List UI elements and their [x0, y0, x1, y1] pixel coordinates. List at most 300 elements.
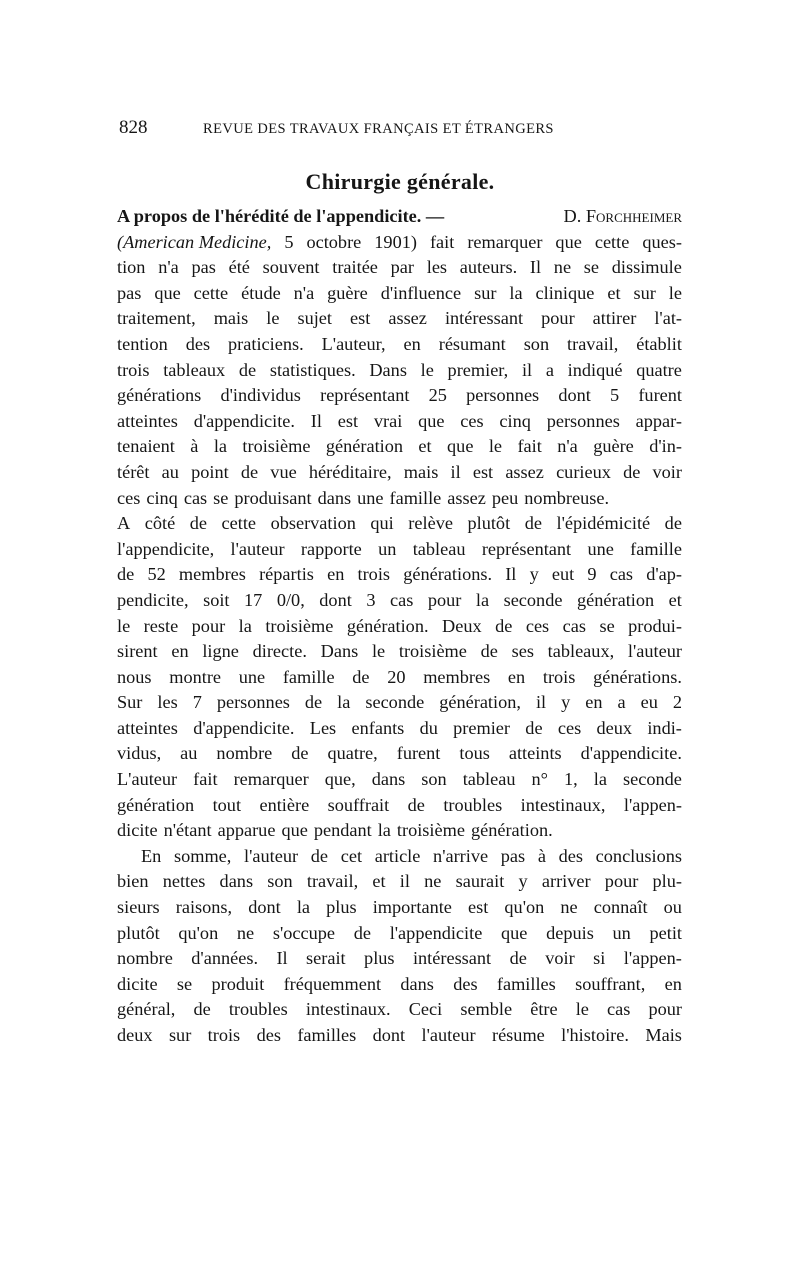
word: rapporte — [300, 538, 362, 559]
word: d'in- — [649, 436, 682, 457]
word: Dans — [369, 359, 407, 380]
word: général, — [117, 999, 176, 1020]
text-line — [117, 562, 682, 588]
word: se — [176, 973, 193, 994]
word: cas — [389, 589, 414, 610]
word: côté — [144, 513, 176, 534]
word: Il — [310, 410, 322, 431]
word: arriver — [541, 871, 591, 892]
word: troubles — [228, 999, 288, 1020]
word: Sur — [117, 692, 143, 713]
word: la — [213, 436, 228, 457]
word: intestinaux. — [305, 999, 391, 1020]
word: d'appendicite. — [193, 410, 295, 431]
text-line — [117, 946, 682, 972]
word: de — [480, 641, 498, 662]
word: l'auteur — [627, 641, 682, 662]
word: pas — [500, 845, 526, 866]
word: des — [453, 973, 478, 994]
word: de — [525, 717, 543, 738]
word: produit — [211, 973, 265, 994]
word: en — [507, 666, 526, 687]
article-heading-line — [117, 204, 682, 230]
word: souffrait — [327, 794, 390, 815]
word: par — [390, 257, 414, 278]
word: se — [213, 487, 229, 508]
word: traitement, — [117, 308, 196, 329]
word: d'ap- — [646, 564, 682, 585]
word: personnes — [466, 385, 540, 406]
word: quatre, — [327, 743, 378, 764]
word: le — [420, 359, 434, 380]
word: dissimule — [611, 257, 682, 278]
text-line — [117, 690, 682, 716]
word: trois — [207, 1025, 241, 1045]
word: troisième — [265, 615, 334, 636]
word: assez — [505, 461, 544, 482]
word: cinq — [146, 487, 178, 508]
word: guère — [593, 436, 634, 457]
word: petit — [649, 922, 682, 943]
word: n'a — [158, 257, 179, 278]
text-line — [117, 588, 682, 614]
word: souvent — [262, 257, 320, 278]
word: relève — [408, 513, 453, 534]
word: troisième — [396, 820, 465, 841]
word: produisant — [234, 487, 312, 508]
word: l'auteur — [230, 538, 285, 559]
word: l'auteur — [421, 1025, 476, 1045]
word: d'appendicite. — [580, 743, 682, 764]
word: travail, — [567, 333, 619, 354]
word: génération — [117, 794, 195, 815]
word: premier — [453, 717, 510, 738]
word: il — [399, 871, 410, 892]
word: les — [157, 692, 178, 713]
word: tous — [459, 743, 490, 764]
text-line — [117, 895, 682, 921]
word: tableau — [462, 769, 516, 790]
word: et — [668, 589, 682, 610]
word: 7 — [192, 692, 202, 713]
word: deux — [596, 717, 633, 738]
word: son — [267, 871, 293, 892]
word: sieurs — [117, 897, 160, 918]
word: dans — [400, 973, 434, 994]
article-source: (American Medicine, — [117, 231, 272, 252]
word: clinique — [535, 282, 595, 303]
word: famille — [630, 538, 682, 559]
word: représentant — [481, 538, 572, 559]
word: vidus, — [117, 743, 162, 764]
word: de — [240, 461, 259, 482]
word: L'auteur, — [321, 333, 386, 354]
word: au — [161, 461, 179, 482]
word: bien — [117, 871, 149, 892]
text-line — [117, 358, 682, 384]
word: Il — [529, 257, 542, 278]
word: produi- — [628, 615, 682, 636]
word: des — [256, 1025, 281, 1045]
word: que, — [324, 769, 356, 790]
word: auteurs. — [459, 257, 518, 278]
word: pas — [117, 282, 142, 303]
text-line — [117, 639, 682, 665]
word: l'appen- — [623, 948, 682, 969]
word: génération, — [439, 692, 521, 713]
word: tenaient — [117, 436, 175, 457]
word: de — [310, 845, 329, 866]
word: cas — [607, 999, 631, 1020]
word: génération. — [346, 615, 429, 636]
word: Les — [309, 717, 337, 738]
word: vue — [270, 461, 297, 482]
word: appar- — [635, 410, 682, 431]
word: famille — [282, 666, 335, 687]
word: cette — [193, 282, 229, 303]
word: plutôt — [467, 513, 511, 534]
word: du — [419, 717, 438, 738]
word: qu'on — [504, 897, 545, 918]
word: voir — [652, 461, 682, 482]
word: 52 — [147, 564, 166, 585]
text-line — [117, 793, 682, 819]
word: tention — [117, 333, 168, 354]
word: tableaux, — [547, 641, 615, 662]
word: de — [291, 743, 309, 764]
section-title: Chirurgie générale. — [305, 169, 495, 194]
article-body — [117, 204, 682, 1049]
text-line — [117, 997, 682, 1023]
word: depuis — [546, 922, 594, 943]
word: tout — [212, 794, 242, 815]
word: le — [575, 999, 589, 1020]
word: connaît — [593, 897, 648, 918]
word: 9 — [587, 564, 597, 585]
word: troisième — [398, 641, 467, 662]
word: l'appen- — [623, 794, 682, 815]
word: mais — [403, 461, 439, 482]
word: intestinaux, — [520, 794, 606, 815]
word: trois — [117, 359, 150, 380]
word: nombreuse. — [524, 487, 610, 508]
word: souffrant, — [575, 973, 646, 994]
word: membres — [423, 666, 491, 687]
word: être — [530, 999, 558, 1020]
word: ques- — [642, 231, 682, 252]
word: la — [475, 589, 490, 610]
word: n° — [531, 769, 548, 790]
text-line — [117, 844, 682, 870]
word: d'appendicite. — [193, 717, 295, 738]
word: ne — [236, 922, 255, 943]
word: dans — [219, 871, 254, 892]
word: deux — [117, 1025, 153, 1045]
word: atteintes — [117, 717, 178, 738]
word: L'auteur — [117, 769, 178, 790]
word: sur — [168, 1025, 192, 1045]
word: le — [117, 615, 131, 636]
text-line — [117, 511, 682, 537]
word: 3 — [366, 589, 376, 610]
word: le — [371, 641, 386, 662]
word: statistiques. — [269, 359, 356, 380]
word: observation — [270, 513, 356, 534]
word: plus — [364, 948, 395, 969]
word: que — [418, 410, 445, 431]
word: se — [599, 615, 615, 636]
word: dicite — [117, 973, 158, 994]
word: Il — [505, 564, 517, 585]
word: soit — [203, 589, 230, 610]
word: intéressant — [412, 948, 492, 969]
word: troisième — [242, 436, 311, 457]
word: est — [350, 308, 371, 329]
word: la — [238, 615, 252, 636]
word: génération — [325, 436, 404, 457]
word: dicite — [117, 820, 158, 841]
word: cet — [340, 845, 363, 866]
word: le — [668, 282, 682, 303]
word: dans — [317, 487, 352, 508]
word: seconde — [365, 692, 425, 713]
word: 5 — [284, 231, 294, 252]
text-line — [117, 409, 682, 435]
word: que — [154, 282, 181, 303]
word: l'épidémicité — [556, 513, 651, 534]
word: la — [593, 769, 607, 790]
word: de — [189, 513, 207, 534]
word: atteintes — [117, 410, 178, 431]
word: intéressant — [444, 308, 524, 329]
word: cette — [594, 231, 630, 252]
word: de — [664, 513, 682, 534]
word: l'at- — [654, 308, 682, 329]
word: l'histoire. — [561, 1025, 629, 1045]
text-line — [117, 921, 682, 947]
word: générations. — [403, 564, 493, 585]
word: troubles — [443, 794, 503, 815]
text-line — [117, 741, 682, 767]
word: d'influence — [380, 282, 462, 303]
word: peu — [491, 487, 519, 508]
word: Il — [276, 948, 288, 969]
word: en — [171, 641, 189, 662]
word: établit — [636, 333, 682, 354]
word: ligne — [202, 641, 239, 662]
word: furent — [396, 743, 441, 764]
word: curieux — [556, 461, 611, 482]
word: dont — [248, 897, 281, 918]
word: tableaux — [163, 359, 226, 380]
text-line — [117, 434, 682, 460]
word: et — [418, 436, 432, 457]
word: remarquer — [467, 231, 543, 252]
word: y — [529, 564, 539, 585]
journal-title: REVUE DES TRAVAUX FRANÇAIS ET ÉTRANGERS — [203, 121, 554, 137]
word: cas — [609, 564, 634, 585]
word: que — [501, 922, 528, 943]
word: de — [623, 461, 641, 482]
word: pour — [648, 999, 682, 1020]
word: ses — [511, 641, 534, 662]
word: familles — [496, 973, 556, 994]
running-header — [119, 116, 689, 140]
word: raisons, — [175, 897, 233, 918]
text-line — [117, 255, 682, 281]
word: n'arrive — [433, 845, 489, 866]
word: de — [304, 692, 323, 713]
word: plutôt — [117, 922, 160, 943]
word: un — [378, 538, 397, 559]
text-line — [117, 383, 682, 409]
word: fait — [517, 436, 542, 457]
text-line — [117, 281, 682, 307]
word: en — [327, 564, 345, 585]
word: atteints — [508, 743, 562, 764]
word: octobre — [306, 231, 362, 252]
word: de — [509, 948, 527, 969]
word: qu'on — [178, 922, 219, 943]
text-line — [117, 486, 682, 512]
word: 5 — [610, 385, 620, 406]
text-line — [117, 818, 682, 844]
word: nombre — [216, 743, 273, 764]
word: trois — [542, 666, 576, 687]
text-line — [117, 230, 682, 256]
word: d'années. — [191, 948, 259, 969]
word: montre — [169, 666, 222, 687]
word: saurait — [455, 871, 505, 892]
word: seconde — [503, 589, 563, 610]
text-line — [117, 332, 682, 358]
word: a — [617, 692, 626, 713]
text-line — [117, 306, 682, 332]
word: et — [372, 871, 386, 892]
word: cas — [562, 615, 586, 636]
word: qui — [370, 513, 394, 534]
word: son — [523, 333, 550, 354]
word: en — [585, 692, 603, 713]
word: reste — [143, 615, 179, 636]
word: le — [266, 308, 280, 329]
word: ne — [560, 897, 578, 918]
word: remarquer — [233, 769, 309, 790]
word: sur — [633, 282, 656, 303]
word: ces — [525, 615, 550, 636]
word: personnes — [216, 692, 290, 713]
word: une — [357, 487, 384, 508]
word: Ceci — [408, 999, 443, 1020]
text-line — [117, 869, 682, 895]
word: personnes — [546, 410, 620, 431]
word: une — [587, 538, 614, 559]
word: entière — [259, 794, 310, 815]
word: mais — [213, 308, 249, 329]
word: si — [593, 948, 606, 969]
word: la — [337, 692, 351, 713]
word: quatre — [636, 359, 682, 380]
word: héréditaire, — [308, 461, 392, 482]
word: et — [607, 282, 621, 303]
word: représentant — [320, 385, 410, 406]
word: résume — [491, 1025, 545, 1045]
word: générations. — [593, 666, 682, 687]
word: n'étant — [163, 820, 212, 841]
word: dont — [319, 589, 352, 610]
word: en — [664, 973, 682, 994]
word: à — [537, 845, 546, 866]
word: nettes — [162, 871, 206, 892]
word: de — [193, 999, 211, 1020]
word: seconde — [623, 769, 682, 790]
word: traitée — [332, 257, 378, 278]
word: 25 — [428, 385, 447, 406]
word: 2 — [672, 692, 682, 713]
word: des — [558, 845, 583, 866]
word: répartis — [259, 564, 314, 585]
page-number: 828 — [119, 117, 148, 138]
word: sirent — [117, 641, 158, 662]
word: la — [296, 897, 311, 918]
word: 17 — [244, 589, 263, 610]
word: indiqué — [567, 359, 623, 380]
word: sujet — [297, 308, 332, 329]
text-line — [117, 1023, 682, 1049]
word: fait — [193, 769, 218, 790]
article-author: D. Forchheimer — [563, 206, 682, 226]
word: Dans — [320, 641, 359, 662]
word: l'auteur — [244, 845, 299, 866]
word: la — [377, 820, 391, 841]
word: plu- — [652, 871, 682, 892]
word: travail, — [306, 871, 359, 892]
word: article — [374, 845, 421, 866]
word: eu — [640, 692, 658, 713]
word: dont — [558, 385, 591, 406]
word: plus — [326, 897, 357, 918]
word: fait — [429, 231, 455, 252]
word: générations — [117, 385, 202, 406]
article-text — [117, 230, 682, 1049]
word: de — [238, 359, 257, 380]
word: point — [191, 461, 229, 482]
word: ces — [557, 717, 582, 738]
word: n'a — [293, 282, 315, 303]
word: pas — [191, 257, 216, 278]
word: de — [407, 794, 425, 815]
word: cas — [183, 487, 208, 508]
word: fréquemment — [283, 973, 382, 994]
word: de — [352, 666, 370, 687]
word: est — [472, 461, 494, 482]
word: ou — [663, 897, 682, 918]
word: praticiens. — [228, 333, 304, 354]
word: que — [447, 436, 474, 457]
word: directe. — [252, 641, 307, 662]
word: le — [488, 436, 503, 457]
word: les — [426, 257, 448, 278]
text-line — [117, 665, 682, 691]
word: ne — [424, 871, 442, 892]
word: 1901) — [374, 231, 417, 252]
word: de — [353, 922, 371, 943]
word: la — [509, 282, 523, 303]
text-line — [117, 716, 682, 742]
word: famille — [389, 487, 442, 508]
word: est — [468, 897, 489, 918]
word: 1, — [564, 769, 578, 790]
